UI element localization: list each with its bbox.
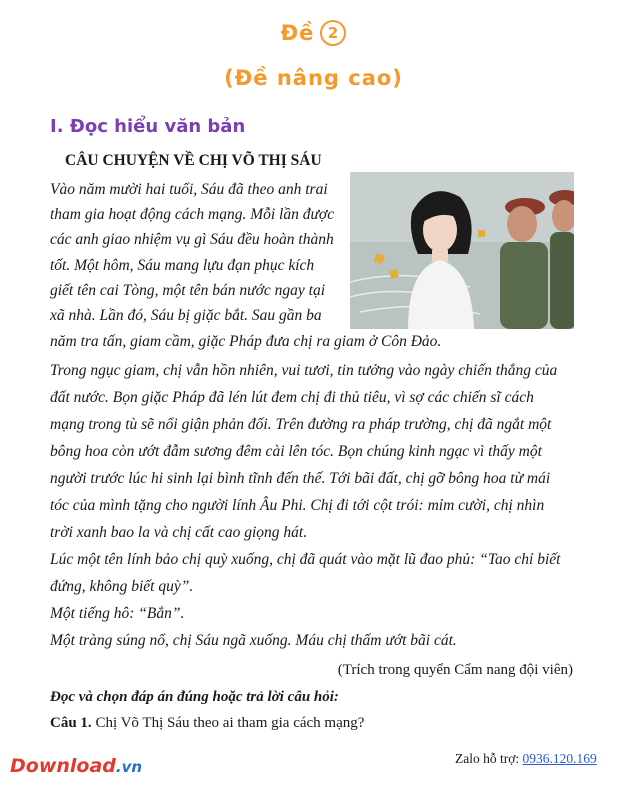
story-line: tham gia hoạt động cách mạng. Mỗi lần được — [50, 206, 335, 223]
story-line: Trong ngục giam, chị vẫn hồn nhiên, vui tươi, tin tưởng vào ngày chiến thắng của — [50, 362, 558, 379]
story-line: bông hoa còn ướt đẫm sương đêm cài lên tóc. Bọn chúng kinh ngạc vì thấy một — [50, 443, 542, 460]
story-line: đứng, không biết quỳ”. — [50, 578, 194, 595]
story-line: đất nước. Bọn giặc Pháp đã lén lút đem chị đi thủ tiêu, vì sợ các chiến sĩ cách — [50, 389, 534, 406]
logo-main-text: Download — [10, 755, 116, 777]
story-line: trời xanh bao la và chị cất cao giọng hát. — [50, 524, 308, 541]
story-line: tóc của mình tặng cho người lính Âu Phi. Chị đi tới cột trói: mỉm cười, chị nhìn — [50, 497, 545, 514]
exam-title — [0, 20, 627, 46]
question-1-text: Chị Võ Thị Sáu theo ai tham gia cách mạng? — [91, 715, 365, 731]
exam-title-word: Đề — [280, 21, 315, 45]
story-line: xã nhà. Lần đó, Sáu bị giặc bắt. Sau gần ba — [50, 307, 322, 324]
story-line: giết tên cai Tòng, một tên bán nước ngay tại — [50, 282, 326, 299]
story-title: CÂU CHUYỆN VỀ CHỊ VÕ THỊ SÁU — [65, 152, 322, 169]
story-line: tốt. Một hôm, Sáu mang lựu đạn phục kích — [50, 257, 315, 274]
question-1-label: Câu 1. — [50, 715, 92, 731]
questions-instruction: Đọc và chọn đáp án đúng hoặc trả lời câu hỏi: — [50, 689, 339, 705]
zalo-phone-link[interactable]: 0936.120.169 — [522, 751, 597, 766]
section-heading: I. Đọc hiểu văn bản — [50, 116, 246, 137]
exam-number-badge: 2 — [320, 20, 346, 46]
zalo-label: Zalo hỗ trợ: — [455, 751, 523, 766]
story-line: Một tiếng hô: “Bắn”. — [50, 605, 185, 622]
story-line: Lúc một tên lính bảo chị quỳ xuống, chị đã quát vào mặt lũ đao phủ: “Tao chỉ biết — [50, 551, 561, 568]
zalo-support — [455, 751, 597, 767]
story-line: Một tràng súng nổ, chị Sáu ngã xuống. Máu chị thấm ướt bãi cát. — [50, 632, 457, 649]
download-logo[interactable] — [10, 755, 142, 777]
story-line: mạng trong tù sẽ nổi giận phản đối. Trên đường ra pháp trường, chị đã ngắt một — [50, 416, 552, 433]
story-line: các anh giao nhiệm vụ gì Sáu đều hoàn thành — [50, 231, 334, 248]
story-line: người trước lúc hi sinh lại bình tĩnh đến thế. Tới bãi đất, chị gỡ bông hoa từ mái — [50, 470, 551, 487]
story-source: (Trích trong quyển Cẩm nang đội viên) — [337, 662, 573, 678]
soldier-figure — [500, 190, 574, 329]
logo-suffix-text: .vn — [115, 758, 143, 776]
question-1 — [50, 715, 364, 732]
exam-subtitle: (Đề nâng cao) — [224, 66, 403, 90]
story-line: năm tra tấn, giam cầm, giặc Pháp đưa chị ra giam ở Côn Đảo. — [50, 333, 442, 350]
story-illustration — [350, 172, 574, 329]
story-line: Vào năm mười hai tuổi, Sáu đã theo anh trai — [50, 181, 328, 198]
